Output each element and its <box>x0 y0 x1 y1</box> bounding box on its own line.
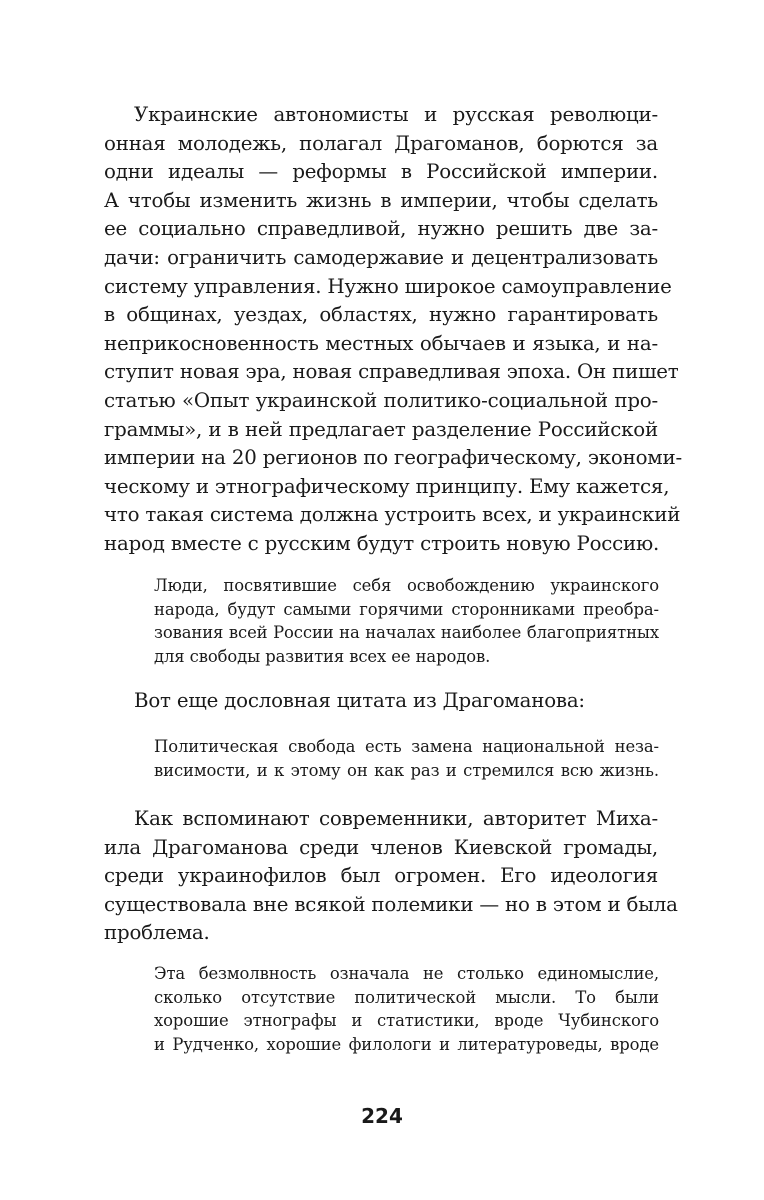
text-line: Украинские автономисты и русская революци- <box>134 103 658 126</box>
block-quote-2 <box>154 735 659 782</box>
text-line: что такая система должна устроить всех, и украинский <box>104 503 681 527</box>
quote-line: для свободы развития всех ее народов. <box>154 646 491 666</box>
quote-line: сколько отсутствие политической мысли. То были <box>154 987 659 1007</box>
paragraph-authority <box>104 805 678 948</box>
paragraph-dragomanov-reforms <box>104 101 682 559</box>
quote-line: Эта безмолвность означала не столько единомыслие, <box>154 964 659 983</box>
page-number: 224 <box>361 1104 403 1128</box>
text-line: ее социально справедливой, нужно решить две за- <box>104 217 658 241</box>
text-line: в общинах, уездах, областях, нужно гарантировать <box>104 303 658 327</box>
quote-line: зования всей России на началах наиболее благоприятных <box>154 623 659 643</box>
text-line: одни идеалы — реформы в Российской империи. <box>104 160 658 184</box>
block-quote-3 <box>154 962 659 1056</box>
text-line: статью «Опыт украинской политико-социальной про- <box>104 388 658 412</box>
text-line: дачи: ограничить самодержавие и децентрализовать <box>104 245 658 269</box>
block-quote-1 <box>154 574 659 668</box>
text-line: народ вместе с русским будут строить новую Россию. <box>104 531 660 555</box>
text-line: среди украинофилов был огромен. Его идеология <box>104 864 658 888</box>
text-line: ила Драгоманова среди членов Киевской громады, <box>104 835 658 859</box>
text-line: ческому и этнографическому принципу. Ему кажется, <box>104 474 670 498</box>
text-line: Вот еще дословная цитата из Драгоманова: <box>134 689 585 712</box>
quote-line: народа, будут самыми горячими сторонниками преобра- <box>154 599 659 619</box>
text-line: онная молодежь, полагал Драгоманов, борются за <box>104 131 658 155</box>
text-line: систему управления. Нужно широкое самоуправление <box>104 274 672 298</box>
text-line: граммы», и в ней предлагает разделение Российской <box>104 417 658 441</box>
quote-line: хорошие этнографы и статистики, вроде Чубинского <box>154 1011 659 1031</box>
text-line: А чтобы изменить жизнь в империи, чтобы сделать <box>104 188 658 212</box>
text-line: проблема. <box>104 921 210 945</box>
text-line: неприкосновенность местных обычаев и языка, и на- <box>104 331 658 355</box>
text-line: существовала вне всякой полемики — но в этом и была <box>104 892 678 916</box>
text-line: Как вспоминают современники, авторитет Миха- <box>134 807 658 830</box>
paragraph-quote-intro <box>104 687 658 716</box>
quote-line: Люди, посвятившие себя освобождению украинского <box>154 576 659 595</box>
quote-line: Политическая свобода есть замена национальной неза- <box>154 737 659 756</box>
quote-line: висимости, и к этому он как раз и стремился всю жизнь. <box>154 760 659 780</box>
text-line: империи на 20 регионов по географическому, экономи- <box>104 446 682 470</box>
quote-line: и Рудченко, хорошие филологи и литературоведы, вроде <box>154 1034 659 1054</box>
text-line: ступит новая эра, новая справедливая эпоха. Он пишет <box>104 360 679 384</box>
